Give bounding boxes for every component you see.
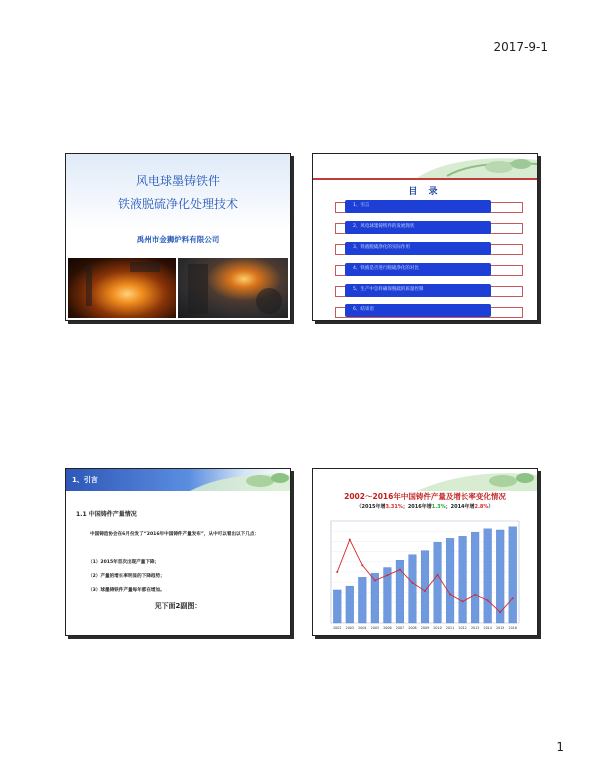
- x-tick-label: 2006: [383, 626, 392, 630]
- growth-rate-point: [487, 599, 489, 601]
- toc-item-2[interactable]: [345, 221, 491, 234]
- bar: [409, 555, 417, 623]
- slide-title: [65, 153, 291, 321]
- foundry-photo-pouring: [68, 258, 176, 318]
- toc-item-4[interactable]: [345, 263, 491, 276]
- growth-rate-point: [462, 600, 464, 602]
- toc-item-label: 1、引言: [353, 203, 370, 208]
- header-leaf-decoration: [407, 154, 537, 184]
- toc-item-6[interactable]: [345, 304, 491, 317]
- x-tick-label: 2003: [345, 626, 354, 630]
- slide-title-line2: 铁液脱硫净化处理技术: [117, 197, 238, 211]
- production-chart: [313, 509, 537, 635]
- chart-subtitle: （2015年增3.31%；2016年增1.3%；2014年增2.8%）: [356, 504, 494, 510]
- toc-item-5[interactable]: [345, 284, 491, 297]
- bar: [358, 577, 366, 623]
- header-leaf-decoration: [160, 469, 290, 499]
- x-tick-label: 2008: [408, 626, 417, 630]
- toc-item-label: 6、结束语: [353, 307, 374, 312]
- toc-item-label: 4、铁液是否进行脱硫净化的对比: [353, 266, 419, 271]
- x-tick-label: 2002: [333, 626, 342, 630]
- page-number: 1: [556, 740, 564, 754]
- x-tick-label: 2004: [358, 626, 367, 630]
- growth-rate-point: [349, 539, 351, 541]
- toc-item-label: 2、风电球墨铸铁件的发展现状: [353, 224, 415, 229]
- bar: [333, 590, 341, 623]
- growth-rate-point: [512, 597, 514, 599]
- bar: [459, 536, 467, 623]
- x-tick-label: 2007: [395, 626, 405, 630]
- growth-rate-point: [449, 593, 451, 595]
- bar: [484, 529, 492, 623]
- growth-rate-point: [336, 571, 338, 573]
- growth-2015: 3.31%: [385, 504, 403, 510]
- subsection-heading: 1.1 中国铸件产量情况: [76, 511, 137, 518]
- growth-rate-point: [374, 579, 376, 581]
- page-date: 2017-9-1: [493, 40, 548, 54]
- growth-rate-point: [499, 611, 501, 613]
- growth-rate-point: [361, 564, 363, 566]
- toc-item-1[interactable]: [345, 200, 491, 213]
- x-tick-label: 2016: [508, 626, 517, 630]
- growth-rate-point: [411, 582, 413, 584]
- slide-title-line1: 风电球墨铸铁件: [135, 174, 220, 188]
- bar: [446, 538, 454, 623]
- toc-item-label: 3、铁液脱硫净化的实际作用: [353, 245, 410, 250]
- growth-rate-point: [399, 569, 401, 571]
- x-tick-label: 2013: [470, 626, 480, 630]
- x-tick-label: 2009: [420, 626, 430, 630]
- slide-production-chart: [312, 468, 538, 636]
- growth-rate-point: [386, 574, 388, 576]
- intro-paragraph: 中国铸造协会在6月份发了“2016年中国铸件产量发布”，从中可以看出以下几点：: [90, 532, 260, 537]
- x-tick-label: 2011: [445, 626, 455, 630]
- see-figures-note: 见下面2副图：: [154, 602, 202, 610]
- x-tick-label: 2015: [496, 626, 505, 630]
- toc-item-label: 5、生产中怎样确保脱硫的质量控制: [353, 287, 424, 292]
- company-name: 禹州市金狮炉料有限公司: [136, 235, 220, 244]
- growth-2014: 2.8%: [474, 504, 489, 510]
- x-tick-label: 2014: [483, 626, 492, 630]
- bar: [434, 542, 442, 623]
- x-tick-label: 2005: [370, 626, 380, 630]
- point-2: （2）产量的增长率明显的下降趋势；: [88, 574, 165, 579]
- growth-rate-point: [474, 594, 476, 596]
- bar: [346, 586, 354, 623]
- point-3: （3）球墨铸铁件产量每年都在增加。: [88, 588, 165, 593]
- chart-title: 2002～2016年中国铸件产量及增长率变化情况: [344, 492, 506, 501]
- foundry-photo-ladle: [178, 258, 288, 318]
- growth-rate-point: [424, 590, 426, 592]
- point-1: （1）2015年首次出现产量下降；: [88, 560, 160, 565]
- bar: [509, 527, 517, 623]
- x-tick-label: 2010: [433, 626, 442, 630]
- section-header-title: 1、引言: [72, 476, 98, 484]
- slide-contents: [312, 153, 538, 321]
- header-divider: [313, 178, 537, 180]
- growth-2016: 1.3%: [431, 504, 446, 510]
- toc-item-3[interactable]: [345, 242, 491, 255]
- x-tick-label: 2012: [458, 626, 467, 630]
- contents-title: 目 录: [408, 187, 442, 197]
- slide-introduction: [65, 468, 291, 636]
- bar: [471, 532, 479, 623]
- growth-rate-point: [437, 574, 439, 576]
